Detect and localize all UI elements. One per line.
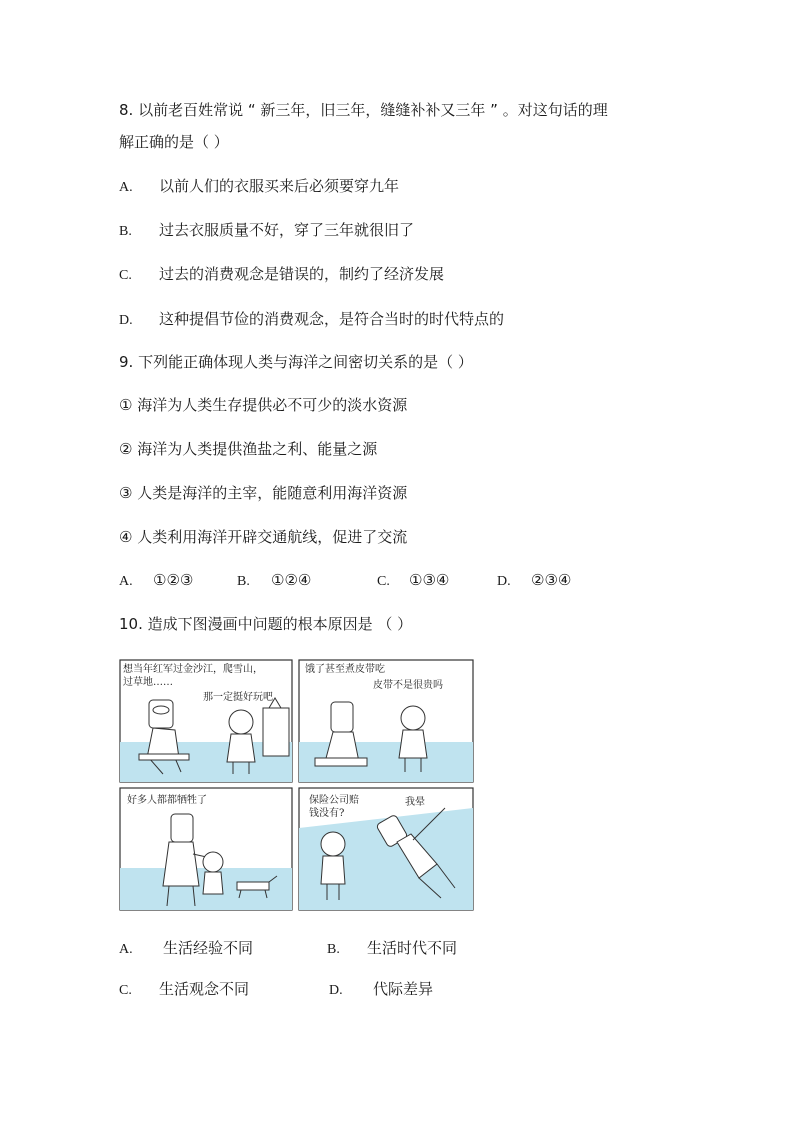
q8-stem-line2: 解正确的是（ ） xyxy=(119,133,229,151)
option-text: 这种提倡节俭的消费观念，是符合当时的时代特点的 xyxy=(159,310,505,328)
option-label: D. xyxy=(497,574,511,589)
panel1-caption-1: 想当年红军过金沙江，爬雪山， xyxy=(123,664,263,675)
comic-panel-1 xyxy=(120,660,292,782)
q8-option-d xyxy=(119,309,504,331)
comic-strip-image xyxy=(119,658,475,912)
comic-panel-3 xyxy=(120,788,292,910)
q9-item-2: ② 海洋为人类提供渔盐之利、能量之源 xyxy=(119,440,378,458)
q10-options-row-1 xyxy=(119,938,457,960)
q8-option-a xyxy=(119,176,399,198)
panel1-caption-2: 过草地…… xyxy=(123,677,173,688)
q10-options-row-2 xyxy=(119,979,433,1001)
q8-stem-line1: 8. 以前老百姓常说 “ 新三年，旧三年，缝缝补补又三年 ” 。对这句话的理 xyxy=(119,101,608,119)
option-label: C. xyxy=(119,268,132,283)
q8-option-b xyxy=(119,220,414,242)
option-text: ①③④ xyxy=(409,571,450,589)
option-label: A. xyxy=(119,942,133,957)
option-text: 生活时代不同 xyxy=(367,939,458,957)
panel4-caption-2: 钱没有? xyxy=(309,808,345,819)
comic-panel-4 xyxy=(299,788,473,910)
q9-options-row xyxy=(119,570,571,592)
option-text: 生活观念不同 xyxy=(159,980,250,998)
option-label: A. xyxy=(119,574,133,589)
panel2-caption-2: 皮带不是很贵吗 xyxy=(373,680,443,691)
option-label: B. xyxy=(327,942,340,957)
option-text: 过去衣服质量不好，穿了三年就很旧了 xyxy=(159,221,415,239)
option-text: ①②③ xyxy=(153,571,194,589)
q9-stem: 9. 下列能正确体现人类与海洋之间密切关系的是（ ） xyxy=(119,353,473,371)
option-label: B. xyxy=(237,574,250,589)
option-label: C. xyxy=(377,574,390,589)
q9-item-1: ① 海洋为人类生存提供必不可少的淡水资源 xyxy=(119,396,408,414)
option-label: A. xyxy=(119,180,133,195)
q10-option-a xyxy=(119,938,327,960)
comic-strip xyxy=(119,658,475,912)
panel4-caption-3: 我晕 xyxy=(405,797,425,808)
panel4-caption-1: 保险公司赔 xyxy=(309,795,359,806)
q10-option-c xyxy=(119,979,329,1001)
q9-option-d xyxy=(497,570,571,592)
option-text: 过去的消费观念是错误的，制约了经济发展 xyxy=(159,265,445,283)
option-text: ②③④ xyxy=(531,571,572,589)
option-label: D. xyxy=(329,983,343,998)
panel1-caption-3: 那一定挺好玩吧 xyxy=(203,692,273,703)
q9-option-a xyxy=(119,570,237,592)
option-label: D. xyxy=(119,313,133,328)
option-text: 代际差异 xyxy=(373,980,434,998)
option-label: B. xyxy=(119,224,132,239)
q10-option-d xyxy=(329,979,433,1001)
q9-option-c xyxy=(377,570,497,592)
q8-option-c xyxy=(119,264,444,286)
q9-item-4: ④ 人类利用海洋开辟交通航线，促进了交流 xyxy=(119,528,408,546)
q9-item-3: ③ 人类是海洋的主宰，能随意利用海洋资源 xyxy=(119,484,408,502)
option-text: 以前人们的衣服买来后必须要穿九年 xyxy=(159,177,400,195)
comic-panel-2 xyxy=(299,660,473,782)
panel2-caption-1: 饿了甚至煮皮带吃 xyxy=(305,664,385,675)
panel3-caption-1: 好多人都都牺牲了 xyxy=(127,795,207,806)
option-text: 生活经验不同 xyxy=(163,939,254,957)
q10-option-b xyxy=(327,938,457,960)
option-text: ①②④ xyxy=(271,571,312,589)
q9-option-b xyxy=(237,570,377,592)
q10-stem: 10. 造成下图漫画中问题的根本原因是 （ ） xyxy=(119,615,413,633)
option-label: C. xyxy=(119,983,132,998)
